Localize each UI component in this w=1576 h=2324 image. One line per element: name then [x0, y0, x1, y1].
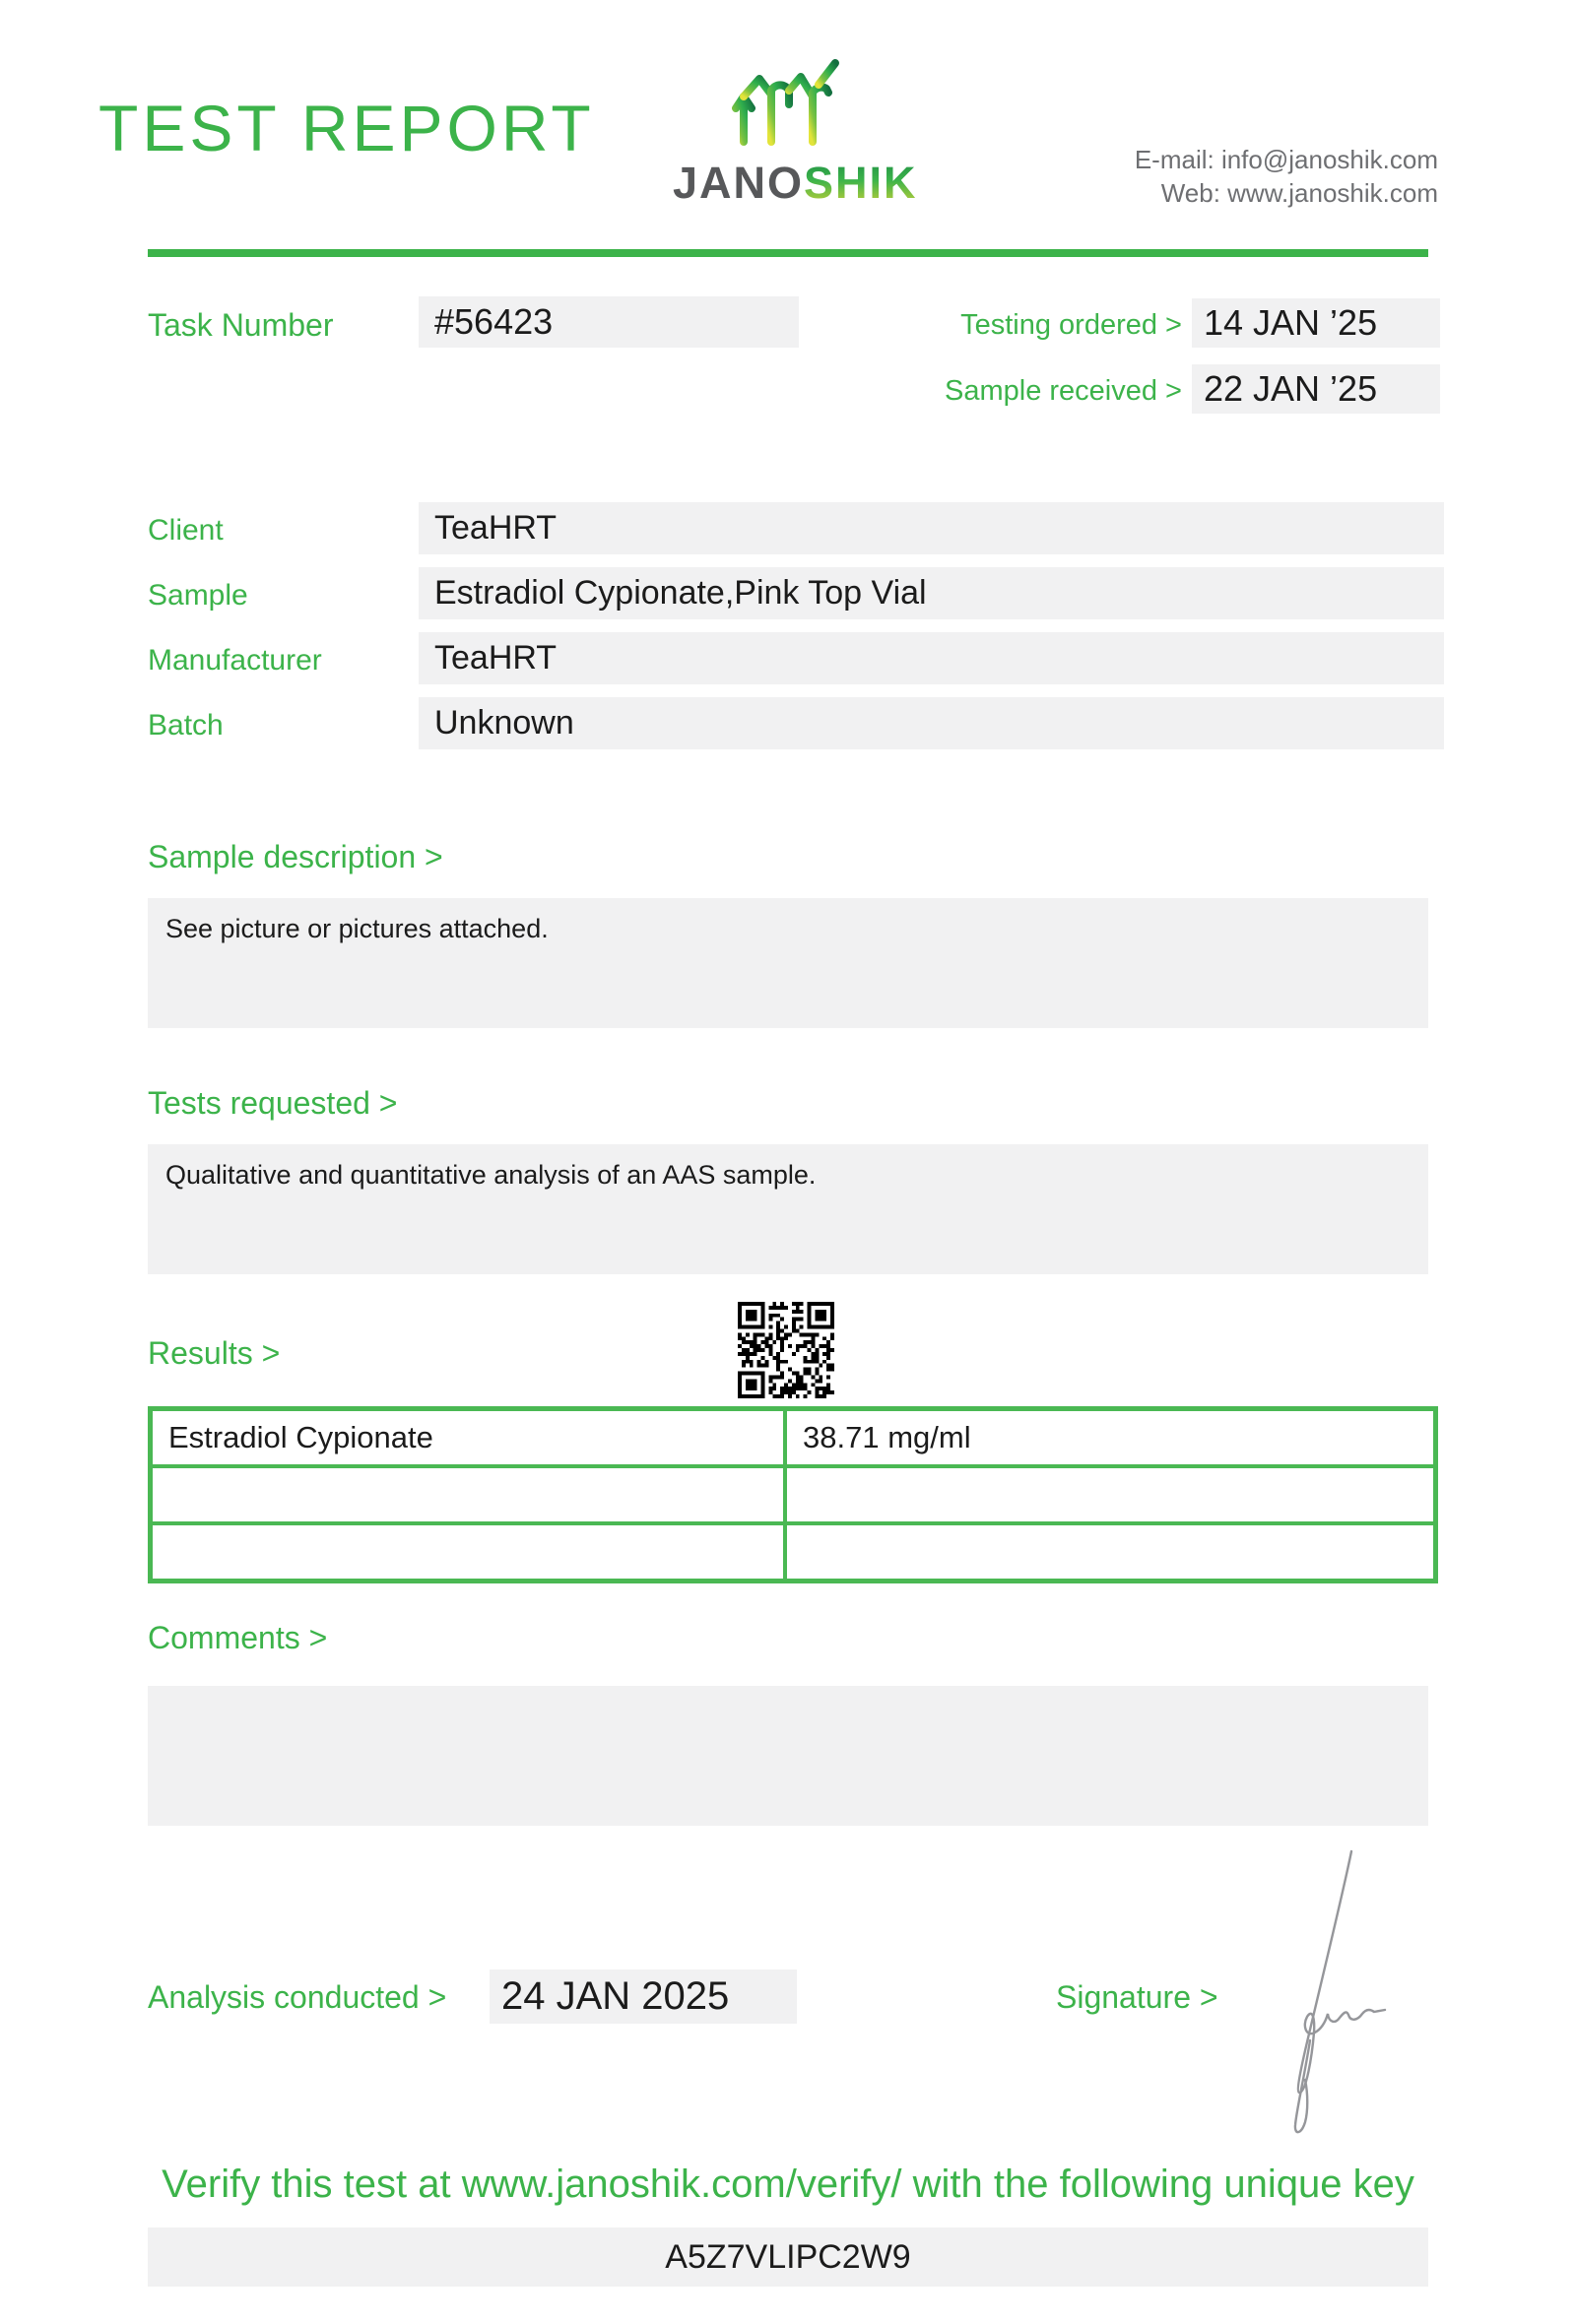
tests-requested-heading: Tests requested > — [148, 1085, 398, 1121]
testing-ordered-label: Testing ordered > — [960, 309, 1182, 341]
analysis-conducted-value: 24 JAN 2025 — [490, 1969, 797, 2024]
verify-key: A5Z7VLIPC2W9 — [665, 2237, 911, 2276]
sample-received-label: Sample received > — [945, 375, 1182, 407]
result-analyte — [153, 1468, 787, 1521]
logo-shik: SHIK — [804, 158, 918, 208]
tests-requested-box — [148, 1144, 1428, 1274]
batch-value: Unknown — [419, 697, 1444, 749]
testing-ordered-value: 14 JAN ’25 — [1192, 298, 1440, 348]
sample-description-text: See picture or pictures attached. — [165, 914, 549, 943]
growth-chart-icon — [724, 57, 842, 151]
task-number-label: Task Number — [148, 307, 334, 343]
results-row — [153, 1521, 1433, 1579]
verify-key-box — [148, 2227, 1428, 2287]
verify-instruction: Verify this test at www.janoshik.com/verify/ with the following unique key — [162, 2163, 1414, 2206]
manufacturer-value: TeaHRT — [419, 632, 1444, 684]
analysis-conducted-label: Analysis conducted > — [148, 1979, 447, 2015]
sample-description-heading: Sample description > — [148, 839, 443, 874]
task-number-value: #56423 — [419, 296, 799, 348]
signature-label: Signature > — [1056, 1979, 1218, 2015]
page-title: TEST REPORT — [98, 92, 595, 164]
result-value — [787, 1468, 1433, 1521]
header-divider — [148, 249, 1428, 257]
tests-requested-text: Qualitative and quantitative analysis of an AAS sample. — [165, 1160, 817, 1190]
results-table — [148, 1406, 1438, 1583]
sample-description-box — [148, 898, 1428, 1028]
results-row — [153, 1411, 1433, 1464]
contact-block — [1135, 143, 1438, 210]
result-analyte — [153, 1525, 787, 1579]
comments-box — [148, 1686, 1428, 1826]
sample-label: Sample — [148, 579, 248, 612]
contact-email: E-mail: info@janoshik.com — [1134, 145, 1438, 174]
batch-label: Batch — [148, 709, 224, 742]
client-value: TeaHRT — [419, 502, 1444, 554]
result-analyte: Estradiol Cypionate — [153, 1411, 787, 1464]
result-value — [787, 1525, 1433, 1579]
comments-heading: Comments > — [148, 1620, 328, 1655]
sample-received-value: 22 JAN ’25 — [1192, 364, 1440, 414]
client-label: Client — [148, 514, 224, 547]
signature-image — [1249, 1843, 1392, 2139]
results-heading: Results > — [148, 1335, 281, 1371]
sample-value: Estradiol Cypionate,Pink Top Vial — [419, 567, 1444, 619]
logo-wordmark — [673, 158, 918, 209]
result-value: 38.71 mg/ml — [787, 1411, 1433, 1464]
logo-jano: JANO — [673, 158, 805, 208]
qr-code — [738, 1302, 834, 1398]
results-row — [153, 1464, 1433, 1521]
contact-web: Web: www.janoshik.com — [1160, 178, 1438, 208]
manufacturer-label: Manufacturer — [148, 644, 322, 677]
